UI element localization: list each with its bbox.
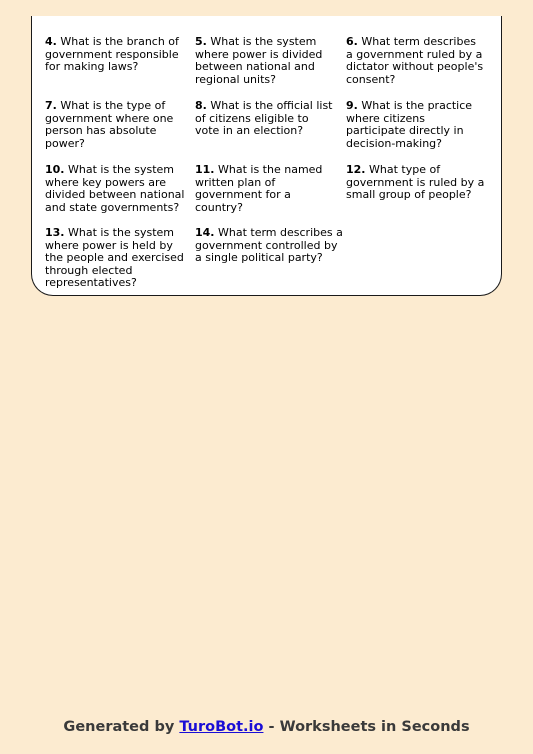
question-11: 11. What is the named written plan of government for a country? [195,163,323,214]
question-8: 8. What is the official list of citizens eligible to vote in an election? [195,99,333,138]
question-6: 6. What term describes a government ruled by a dictator without people's consent? [346,35,484,86]
question-4: 4. What is the branch of government responsible for making laws? [45,35,179,74]
question-12: 12. What type of government is ruled by a small group of people? [346,163,485,202]
question-13: 13. What is the system where power is held by the people and exercised through elected representatives? [45,226,184,290]
footer-prefix: Generated by [63,719,175,735]
question-10: 10. What is the system where key powers are divided between national and state governments? [45,163,185,214]
question-7: 7. What is the type of government where one person has absolute power? [45,99,174,150]
question-5: 5. What is the system where power is divided between national and regional units? [195,35,323,86]
questions-card [31,16,502,296]
turobot-link[interactable]: TuroBot.io [179,719,264,735]
question-9: 9. What is the practice where citizens participate directly in decision-making? [346,99,473,150]
question-14: 14. What term describes a government controlled by a single political party? [195,226,343,265]
footer [0,719,533,735]
footer-suffix: - Worksheets in Seconds [268,719,470,735]
